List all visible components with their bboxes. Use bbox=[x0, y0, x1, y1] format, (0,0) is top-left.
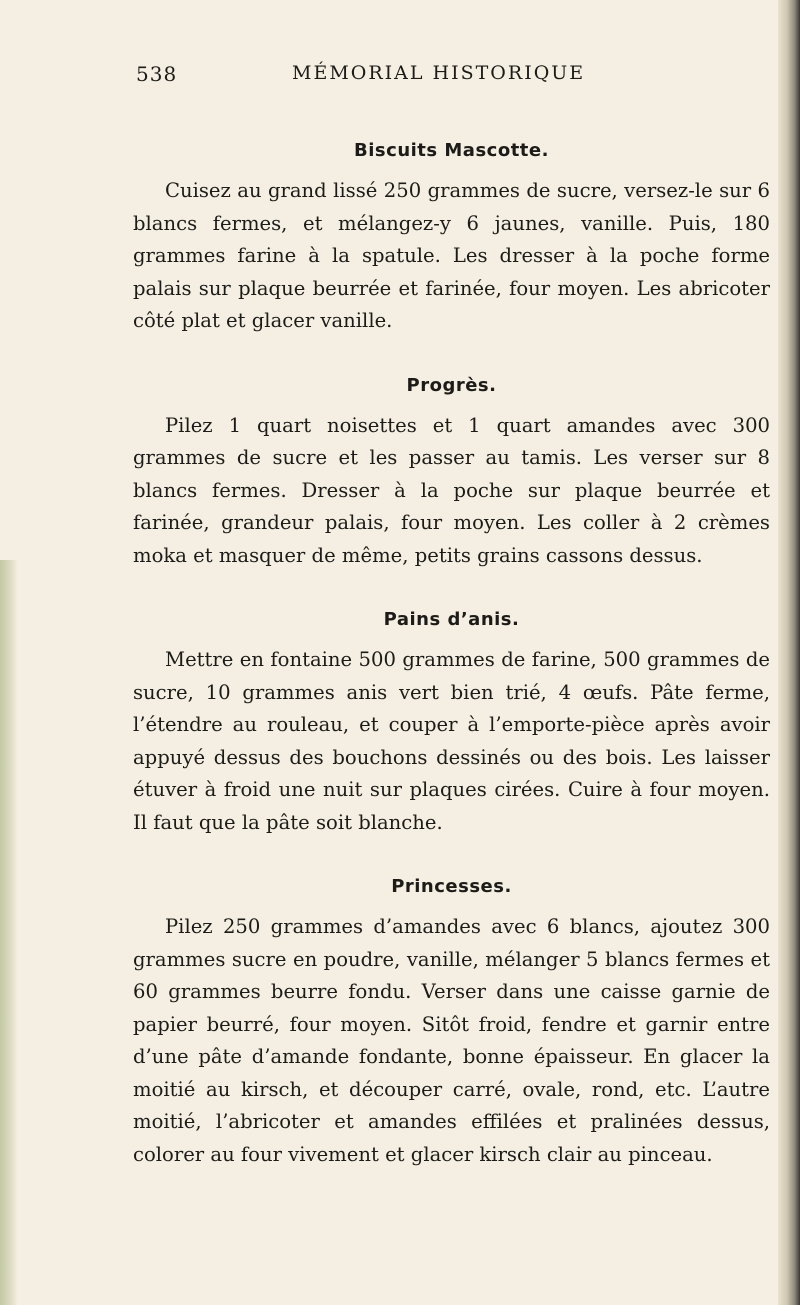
recipe-text: Mettre en fontaine 500 grammes de farine, 500 grammes de sucre, 10 grammes anis vert bien trié, 4 œufs. Pâte ferme, l’étendre au rouleau, et couper à l’emporte-pièce après avoir appuyé dessus des bouchons dessinés ou des bois. Les laisser étuver à froid une nuit sur plaques cirées. Cuire à four moyen. Il faut que la pâte soit blanche. bbox=[133, 648, 770, 834]
page-content bbox=[133, 140, 770, 1171]
recipe-text: Cuisez au grand lissé 250 grammes de sucre, versez-le sur 6 blancs fermes, et mélangez-y 6 jaunes, vanille. Puis, 180 grammes farine à la spatule. Les dresser à la poche forme palais sur plaque beurrée et farinée, four moyen. Les abricoter côté plat et glacer vanille. bbox=[133, 179, 770, 332]
recipe-princesses bbox=[133, 876, 770, 1171]
running-title: MÉMORIAL HISTORIQUE bbox=[292, 62, 586, 84]
recipe-progres bbox=[133, 375, 770, 573]
page-edge-shadow bbox=[778, 0, 800, 1305]
recipe-title: Biscuits Mascotte. bbox=[354, 140, 549, 161]
recipe-title: Pains d’anis. bbox=[383, 609, 520, 630]
recipe-text: Pilez 250 grammes d’amandes avec 6 blancs, ajoutez 300 grammes sucre en poudre, vanille, mélanger 5 blancs fermes et 60 grammes beurre fondu. Verser dans une caisse garnie de papier beurré, four moyen. Sitôt froid, fendre et garnir entre d’une pâte d’amande fondante, bonne épaisseur. En glacer la moitié au kirsch, et découper carré, ovale, rond, etc. L’autre moitié, l’abricoter et amandes effilées et pralinées dessus, colorer au four vivement et glacer kirsch clair au pinceau. bbox=[133, 915, 770, 1166]
recipe-text: Pilez 1 quart noisettes et 1 quart amandes avec 300 grammes de sucre et les passer au tamis. Les verser sur 8 blancs fermes. Dresser à la poche sur plaque beurrée et farinée, grandeur palais, four moyen. Les coller à 2 crèmes moka et masquer de même, petits grains cassons dessus. bbox=[133, 413, 770, 567]
page-stain bbox=[0, 560, 18, 1305]
recipe-pains-danis bbox=[133, 609, 770, 839]
recipe-title: Progrès. bbox=[406, 374, 497, 396]
recipe-title: Princesses. bbox=[391, 876, 512, 897]
page-number: 538 bbox=[136, 62, 178, 86]
running-header bbox=[0, 62, 780, 92]
recipe-biscuits-mascotte bbox=[133, 140, 770, 338]
